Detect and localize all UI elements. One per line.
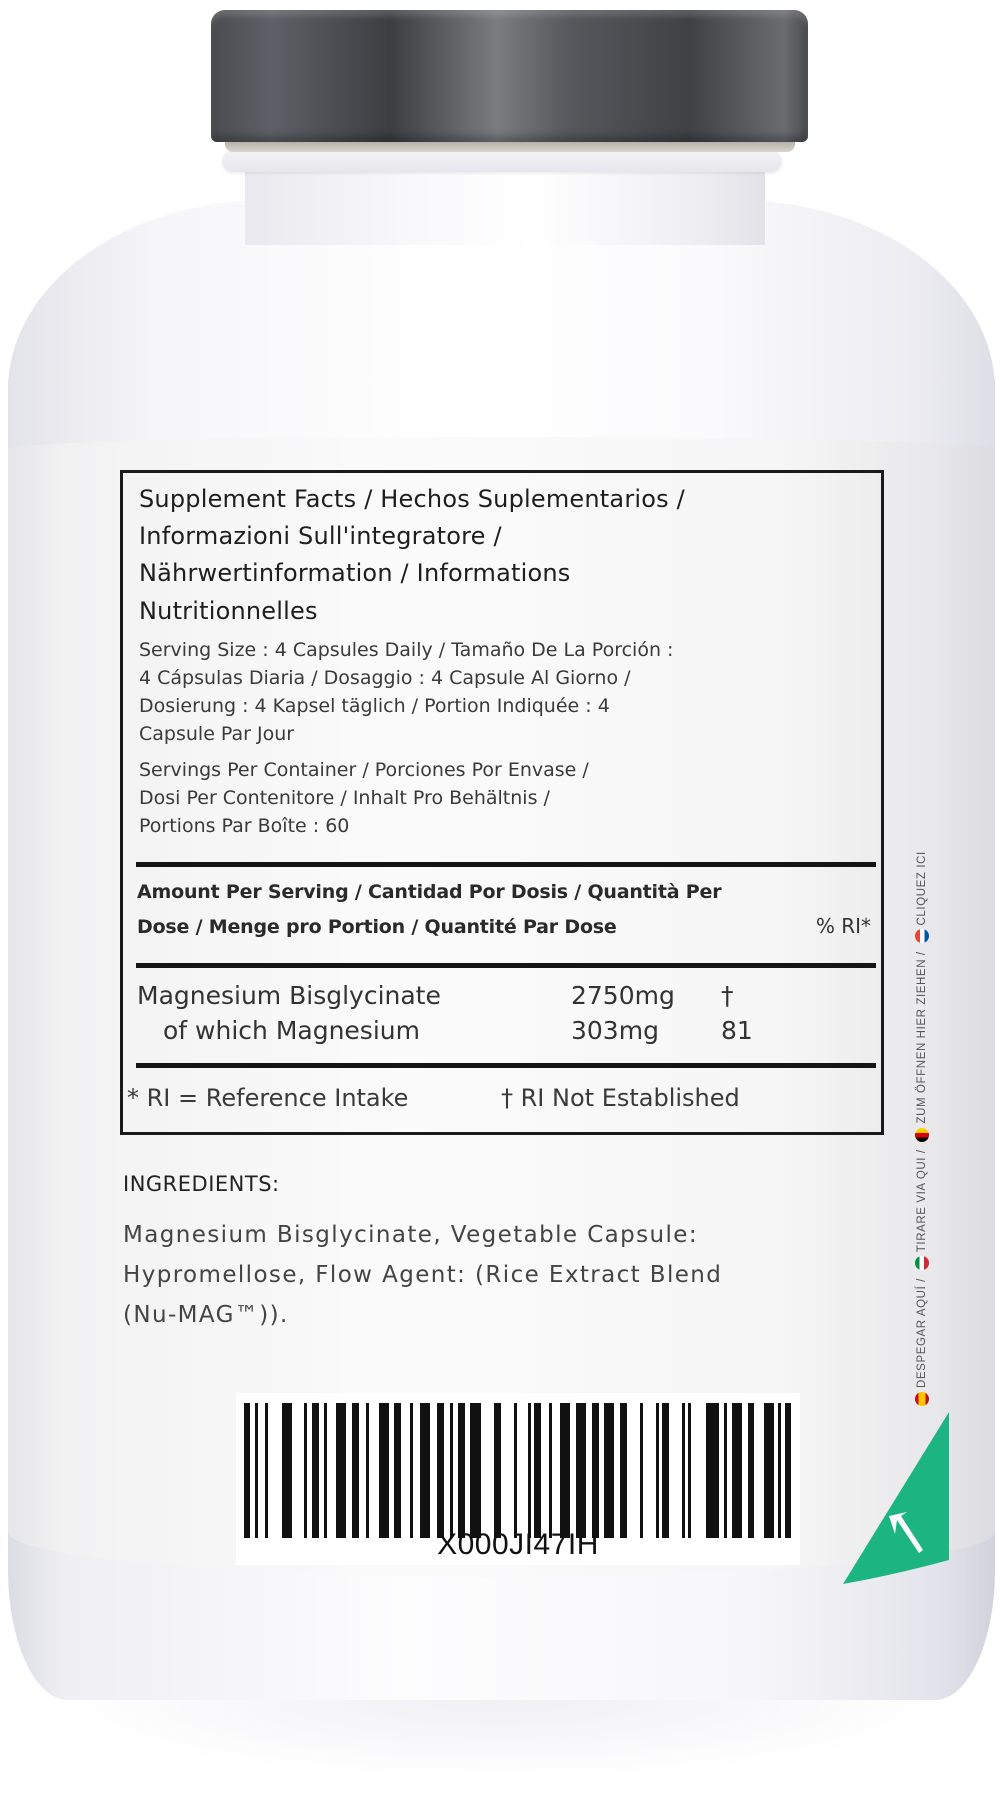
supplement-facts-panel (120, 470, 884, 1135)
nutrient-ri: 81 (721, 1016, 753, 1045)
peel-text-it: TIRARE VIA QUI / (916, 1149, 929, 1253)
spain-flag-icon (915, 1392, 929, 1406)
peel-text-es: DESPEGAR AQUÍ / (916, 1278, 929, 1388)
nutrient-name: Magnesium Bisglycinate (137, 981, 441, 1010)
bottle-lid (211, 10, 808, 142)
amount-header-line: Amount Per Serving / Cantidad Por Dosis / Quantità Per (137, 881, 722, 903)
peel-instructions (915, 851, 929, 1410)
facts-title-line: Supplement Facts / Hechos Suplementarios / (139, 485, 685, 513)
footnote-ri-not-established: † RI Not Established (501, 1084, 740, 1112)
bottle-neck (245, 165, 765, 245)
serving-size-line: Serving Size : 4 Capsules Daily / Tamaño De La Porción : (139, 639, 674, 661)
servings-per-container-line: Servings Per Container / Porciones Por Envase / (139, 759, 589, 781)
germany-flag-icon (915, 1128, 929, 1142)
thick-divider (136, 963, 876, 968)
footnote-reference-intake: * RI = Reference Intake (127, 1084, 409, 1112)
ingredients-line: Hypromellose, Flow Agent: (Rice Extract Blend (123, 1262, 723, 1288)
serving-size-line: Dosierung : 4 Kapsel täglich / Portion Indiquée : 4 (139, 695, 610, 717)
barcode-number: X000JI47IH (437, 1528, 599, 1561)
nutrient-amount: 2750mg (571, 981, 675, 1010)
servings-per-container-line: Portions Par Boîte : 60 (139, 815, 350, 837)
bottle-reflection (40, 1700, 960, 1780)
france-flag-icon (915, 930, 929, 944)
serving-size-line: Capsule Par Jour (139, 723, 295, 745)
thick-divider (136, 862, 876, 867)
facts-title-line: Nutritionnelles (139, 597, 318, 625)
ingredients-line: Magnesium Bisglycinate, Vegetable Capsule: (123, 1222, 698, 1248)
barcode (236, 1393, 800, 1565)
barcode-bars (244, 1403, 792, 1538)
ri-header: % RI* (815, 914, 871, 938)
ingredients-heading: INGREDIENTS: (123, 1172, 280, 1196)
servings-per-container-line: Dosi Per Contenitore / Inhalt Pro Behältnis / (139, 787, 550, 809)
serving-size-line: 4 Cápsulas Diaria / Dosaggio : 4 Capsule Al Giorno / (139, 667, 631, 689)
italy-flag-icon (915, 1256, 929, 1270)
peel-text-de: ZUM ÖFFNEN HIER ZIEHEN / (916, 951, 929, 1124)
facts-title-line: Nährwertinformation / Informations (139, 559, 571, 587)
thick-divider (136, 1063, 876, 1068)
amount-header-line: Dose / Menge pro Portion / Quantité Par Dose (137, 916, 617, 938)
bottle-neck-ring (222, 150, 782, 172)
peel-tab[interactable] (843, 1412, 949, 1584)
nutrient-name: of which Magnesium (163, 1016, 420, 1045)
nutrient-amount: 303mg (571, 1016, 659, 1045)
peel-text-fr: CLIQUEZ ICI (916, 851, 929, 926)
ingredients-line: (Nu-MAG™)). (123, 1302, 289, 1328)
facts-title-line: Informazioni Sull'integratore / (139, 522, 502, 550)
nutrient-ri: † (721, 981, 734, 1010)
